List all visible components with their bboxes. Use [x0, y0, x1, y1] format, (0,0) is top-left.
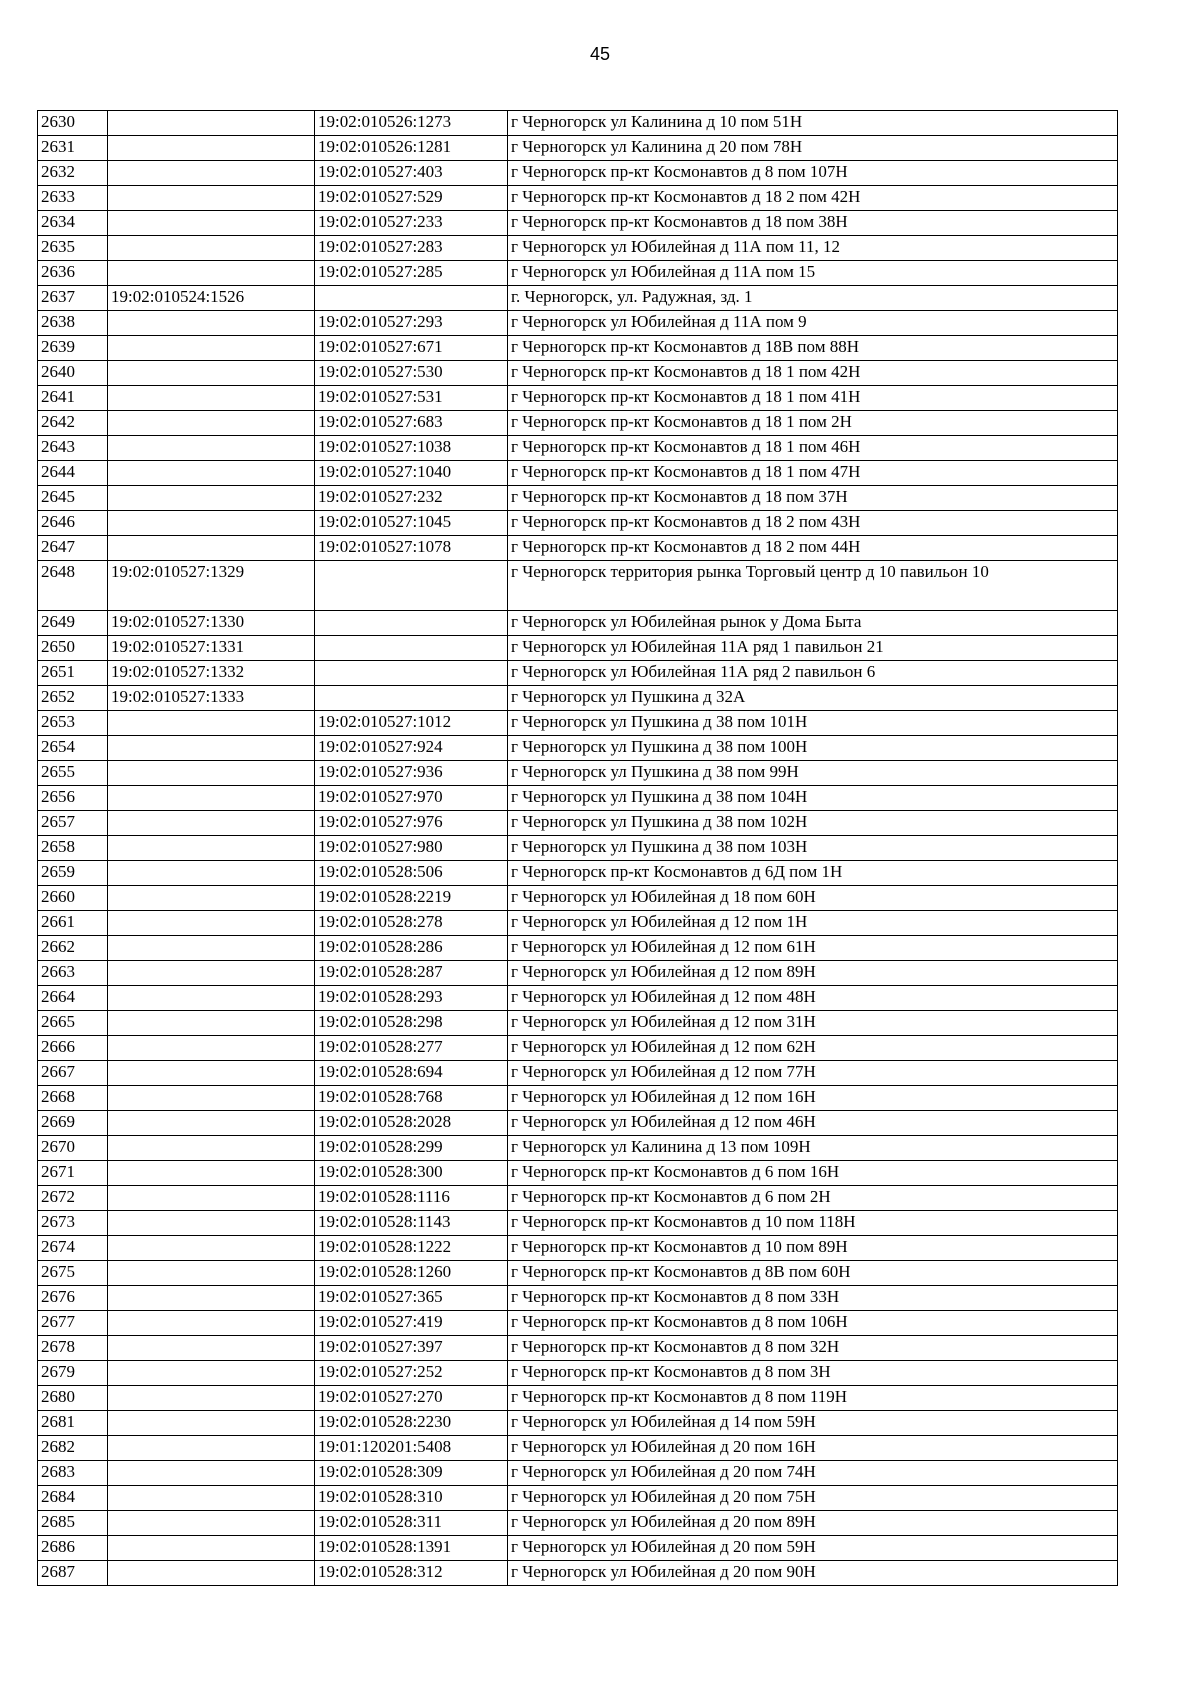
cadastral-number-cell	[108, 1236, 315, 1261]
address-cell: г Черногорск пр-кт Космонавтов д 6 пом 2Н	[508, 1186, 1118, 1211]
premises-cadastral-number-cell: 19:02:010528:278	[315, 911, 508, 936]
row-number-cell: 2643	[38, 436, 108, 461]
premises-cadastral-number-cell: 19:02:010527:232	[315, 486, 508, 511]
cadastral-number-cell	[108, 1061, 315, 1086]
row-number-cell: 2668	[38, 1086, 108, 1111]
premises-cadastral-number-cell: 19:02:010528:299	[315, 1136, 508, 1161]
premises-cadastral-number-cell: 19:02:010528:1391	[315, 1536, 508, 1561]
table-row	[38, 1061, 1118, 1086]
cadastral-number-cell	[108, 1286, 315, 1311]
address-cell: г Черногорск пр-кт Космонавтов д 18 1 пом 42Н	[508, 361, 1118, 386]
address-cell: г Черногорск ул Пушкина д 38 пом 103Н	[508, 836, 1118, 861]
address-cell: г Черногорск ул Юбилейная д 12 пом 1Н	[508, 911, 1118, 936]
row-number-cell: 2657	[38, 811, 108, 836]
row-number-cell: 2656	[38, 786, 108, 811]
premises-cadastral-number-cell: 19:02:010526:1281	[315, 136, 508, 161]
premises-cadastral-number-cell: 19:02:010527:403	[315, 161, 508, 186]
address-cell: г Черногорск пр-кт Космонавтов д 18 пом 37Н	[508, 486, 1118, 511]
address-cell: г Черногорск пр-кт Космонавтов д 18В пом 88Н	[508, 336, 1118, 361]
cadastral-number-cell	[108, 1536, 315, 1561]
premises-cadastral-number-cell: 19:02:010528:1222	[315, 1236, 508, 1261]
address-cell: г Черногорск пр-кт Космонавтов д 18 2 пом 42Н	[508, 186, 1118, 211]
row-number-cell: 2630	[38, 111, 108, 136]
cadastral-number-cell: 19:02:010527:1332	[108, 661, 315, 686]
row-number-cell: 2665	[38, 1011, 108, 1036]
table-row	[38, 911, 1118, 936]
row-number-cell: 2658	[38, 836, 108, 861]
address-cell: г Черногорск ул Юбилейная д 20 пом 59Н	[508, 1536, 1118, 1561]
premises-cadastral-number-cell: 19:02:010527:530	[315, 361, 508, 386]
address-cell: г Черногорск ул Юбилейная д 20 пом 75Н	[508, 1486, 1118, 1511]
row-number-cell: 2681	[38, 1411, 108, 1436]
premises-cadastral-number-cell	[315, 561, 508, 611]
premises-cadastral-number-cell: 19:02:010526:1273	[315, 111, 508, 136]
address-cell: г Черногорск ул Юбилейная д 12 пом 61Н	[508, 936, 1118, 961]
premises-cadastral-number-cell: 19:02:010527:397	[315, 1336, 508, 1361]
address-cell: г Черногорск пр-кт Космонавтов д 10 пом 118Н	[508, 1211, 1118, 1236]
row-number-cell: 2652	[38, 686, 108, 711]
address-cell: г Черногорск ул Юбилейная д 12 пом 62Н	[508, 1036, 1118, 1061]
address-cell: г Черногорск пр-кт Космонавтов д 8 пом 107Н	[508, 161, 1118, 186]
row-number-cell: 2683	[38, 1461, 108, 1486]
cadastral-number-cell	[108, 1161, 315, 1186]
row-number-cell: 2659	[38, 861, 108, 886]
row-number-cell: 2676	[38, 1286, 108, 1311]
cadastral-number-cell	[108, 1411, 315, 1436]
premises-cadastral-number-cell: 19:02:010528:1116	[315, 1186, 508, 1211]
address-cell: г Черногорск ул Юбилейная 11А ряд 1 павильон 21	[508, 636, 1118, 661]
table-row	[38, 1261, 1118, 1286]
address-cell: г Черногорск ул Юбилейная д 20 пом 89Н	[508, 1511, 1118, 1536]
table-row	[38, 1086, 1118, 1111]
address-cell: г Черногорск ул Юбилейная д 12 пом 16Н	[508, 1086, 1118, 1111]
table-row	[38, 1111, 1118, 1136]
cadastral-number-cell	[108, 1311, 315, 1336]
row-number-cell: 2660	[38, 886, 108, 911]
premises-cadastral-number-cell: 19:02:010527:283	[315, 236, 508, 261]
row-number-cell: 2644	[38, 461, 108, 486]
cadastral-number-cell: 19:02:010527:1329	[108, 561, 315, 611]
table-row	[38, 461, 1118, 486]
table-row	[38, 936, 1118, 961]
row-number-cell: 2632	[38, 161, 108, 186]
row-number-cell: 2653	[38, 711, 108, 736]
table-row	[38, 1461, 1118, 1486]
address-cell: г Черногорск территория рынка Торговый центр д 10 павильон 10	[508, 561, 1118, 611]
premises-cadastral-number-cell: 19:02:010528:310	[315, 1486, 508, 1511]
premises-cadastral-number-cell: 19:02:010528:2230	[315, 1411, 508, 1436]
address-cell: г Черногорск пр-кт Космонавтов д 18 2 пом 43Н	[508, 511, 1118, 536]
premises-cadastral-number-cell	[315, 286, 508, 311]
cadastral-number-cell	[108, 436, 315, 461]
premises-cadastral-number-cell: 19:02:010528:768	[315, 1086, 508, 1111]
row-number-cell: 2686	[38, 1536, 108, 1561]
address-cell: г Черногорск ул Юбилейная д 11А пом 15	[508, 261, 1118, 286]
table-row	[38, 886, 1118, 911]
cadastral-number-cell	[108, 1486, 315, 1511]
cadastral-number-cell	[108, 411, 315, 436]
cadastral-number-cell	[108, 911, 315, 936]
premises-cadastral-number-cell: 19:02:010527:1038	[315, 436, 508, 461]
cadastral-number-cell	[108, 836, 315, 861]
premises-cadastral-number-cell: 19:02:010527:970	[315, 786, 508, 811]
cadastral-number-cell: 19:02:010527:1331	[108, 636, 315, 661]
premises-cadastral-number-cell: 19:02:010527:1045	[315, 511, 508, 536]
table-row	[38, 1561, 1118, 1586]
address-cell: г Черногорск ул Калинина д 20 пом 78Н	[508, 136, 1118, 161]
premises-cadastral-number-cell	[315, 686, 508, 711]
cadastral-number-cell: 19:02:010527:1330	[108, 611, 315, 636]
row-number-cell: 2647	[38, 536, 108, 561]
table-row	[38, 861, 1118, 886]
table-row	[38, 1436, 1118, 1461]
address-cell: г Черногорск ул Пушкина д 38 пом 99Н	[508, 761, 1118, 786]
cadastral-number-cell	[108, 511, 315, 536]
premises-cadastral-number-cell: 19:02:010528:286	[315, 936, 508, 961]
cadastral-number-cell	[108, 111, 315, 136]
table-row	[38, 361, 1118, 386]
row-number-cell: 2682	[38, 1436, 108, 1461]
table-row	[38, 736, 1118, 761]
row-number-cell: 2635	[38, 236, 108, 261]
row-number-cell: 2649	[38, 611, 108, 636]
row-number-cell: 2642	[38, 411, 108, 436]
table-row	[38, 136, 1118, 161]
row-number-cell: 2672	[38, 1186, 108, 1211]
row-number-cell: 2634	[38, 211, 108, 236]
row-number-cell: 2666	[38, 1036, 108, 1061]
premises-cadastral-number-cell: 19:02:010528:1143	[315, 1211, 508, 1236]
table-row	[38, 961, 1118, 986]
cadastral-number-cell	[108, 386, 315, 411]
premises-cadastral-number-cell: 19:02:010528:1260	[315, 1261, 508, 1286]
premises-cadastral-number-cell	[315, 611, 508, 636]
cadastral-number-cell: 19:02:010527:1333	[108, 686, 315, 711]
cadastral-number-cell	[108, 1386, 315, 1411]
cadastral-number-cell	[108, 536, 315, 561]
row-number-cell: 2650	[38, 636, 108, 661]
cadastral-number-cell	[108, 861, 315, 886]
table-row	[38, 1411, 1118, 1436]
cadastral-number-cell	[108, 1436, 315, 1461]
address-cell: г Черногорск пр-кт Космонавтов д 6Д пом 1Н	[508, 861, 1118, 886]
cadastral-number-cell	[108, 761, 315, 786]
table-row	[38, 1536, 1118, 1561]
premises-cadastral-number-cell: 19:02:010527:1012	[315, 711, 508, 736]
table-row	[38, 836, 1118, 861]
table-row	[38, 536, 1118, 561]
premises-cadastral-number-cell: 19:02:010527:1040	[315, 461, 508, 486]
cadastral-number-cell	[108, 986, 315, 1011]
premises-cadastral-number-cell: 19:02:010527:365	[315, 1286, 508, 1311]
row-number-cell: 2663	[38, 961, 108, 986]
address-cell: г Черногорск ул Юбилейная д 20 пом 90Н	[508, 1561, 1118, 1586]
cadastral-number-cell	[108, 261, 315, 286]
address-cell: г Черногорск ул Юбилейная д 12 пом 31Н	[508, 1011, 1118, 1036]
cadastral-number-cell	[108, 1336, 315, 1361]
row-number-cell: 2675	[38, 1261, 108, 1286]
premises-cadastral-number-cell: 19:02:010528:298	[315, 1011, 508, 1036]
premises-cadastral-number-cell: 19:02:010528:287	[315, 961, 508, 986]
row-number-cell: 2685	[38, 1511, 108, 1536]
address-cell: г Черногорск ул Пушкина д 38 пом 102Н	[508, 811, 1118, 836]
row-number-cell: 2673	[38, 1211, 108, 1236]
registry-table-body	[38, 111, 1118, 1586]
table-row	[38, 1236, 1118, 1261]
row-number-cell: 2661	[38, 911, 108, 936]
address-cell: г Черногорск ул Юбилейная д 20 пом 16Н	[508, 1436, 1118, 1461]
premises-cadastral-number-cell: 19:02:010527:252	[315, 1361, 508, 1386]
address-cell: г Черногорск ул Юбилейная д 14 пом 59Н	[508, 1411, 1118, 1436]
cadastral-number-cell	[108, 1461, 315, 1486]
row-number-cell: 2645	[38, 486, 108, 511]
address-cell: г Черногорск ул Юбилейная д 12 пом 77Н	[508, 1061, 1118, 1086]
cadastral-number-cell	[108, 1086, 315, 1111]
page-number: 45	[589, 44, 611, 64]
premises-cadastral-number-cell: 19:02:010527:980	[315, 836, 508, 861]
premises-cadastral-number-cell: 19:02:010528:2028	[315, 1111, 508, 1136]
address-cell: г Черногорск пр-кт Космонавтов д 6 пом 16Н	[508, 1161, 1118, 1186]
row-number-cell: 2684	[38, 1486, 108, 1511]
premises-cadastral-number-cell: 19:02:010528:309	[315, 1461, 508, 1486]
cadastral-number-cell	[108, 236, 315, 261]
cadastral-number-cell	[108, 361, 315, 386]
table-row	[38, 661, 1118, 686]
premises-cadastral-number-cell: 19:02:010527:936	[315, 761, 508, 786]
cadastral-number-cell	[108, 811, 315, 836]
cadastral-number-cell	[108, 1511, 315, 1536]
address-cell: г Черногорск пр-кт Космонавтов д 18 2 пом 44Н	[508, 536, 1118, 561]
cadastral-number-cell	[108, 1561, 315, 1586]
table-row	[38, 161, 1118, 186]
premises-cadastral-number-cell	[315, 636, 508, 661]
cadastral-number-cell	[108, 1011, 315, 1036]
row-number-cell: 2680	[38, 1386, 108, 1411]
address-cell: г Черногорск ул Юбилейная д 11А пом 11, 12	[508, 236, 1118, 261]
row-number-cell: 2637	[38, 286, 108, 311]
address-cell: г Черногорск пр-кт Космонавтов д 8 пом 33Н	[508, 1286, 1118, 1311]
row-number-cell: 2670	[38, 1136, 108, 1161]
premises-cadastral-number-cell: 19:02:010527:683	[315, 411, 508, 436]
table-row	[38, 511, 1118, 536]
row-number-cell: 2633	[38, 186, 108, 211]
cadastral-number-cell	[108, 1186, 315, 1211]
table-row	[38, 311, 1118, 336]
address-cell: г Черногорск пр-кт Космонавтов д 18 1 пом 47Н	[508, 461, 1118, 486]
address-cell: г Черногорск пр-кт Космонавтов д 18 1 пом 2Н	[508, 411, 1118, 436]
premises-cadastral-number-cell: 19:01:120201:5408	[315, 1436, 508, 1461]
row-number-cell: 2641	[38, 386, 108, 411]
address-cell: г Черногорск ул Юбилейная 11А ряд 2 павильон 6	[508, 661, 1118, 686]
premises-cadastral-number-cell: 19:02:010527:233	[315, 211, 508, 236]
cadastral-number-cell	[108, 961, 315, 986]
row-number-cell: 2687	[38, 1561, 108, 1586]
table-row	[38, 486, 1118, 511]
table-row	[38, 386, 1118, 411]
address-cell: г Черногорск пр-кт Космонавтов д 8 пом 32Н	[508, 1336, 1118, 1361]
cadastral-number-cell	[108, 936, 315, 961]
table-row	[38, 1486, 1118, 1511]
cadastral-number-cell	[108, 211, 315, 236]
premises-cadastral-number-cell: 19:02:010527:419	[315, 1311, 508, 1336]
premises-cadastral-number-cell: 19:02:010528:300	[315, 1161, 508, 1186]
premises-cadastral-number-cell: 19:02:010528:277	[315, 1036, 508, 1061]
cadastral-number-cell	[108, 1111, 315, 1136]
cadastral-number-cell	[108, 1261, 315, 1286]
premises-cadastral-number-cell: 19:02:010527:671	[315, 336, 508, 361]
premises-cadastral-number-cell: 19:02:010527:270	[315, 1386, 508, 1411]
address-cell: г Черногорск ул Калинина д 10 пом 51Н	[508, 111, 1118, 136]
premises-cadastral-number-cell: 19:02:010527:529	[315, 186, 508, 211]
cadastral-number-cell	[108, 186, 315, 211]
row-number-cell: 2664	[38, 986, 108, 1011]
table-row	[38, 1161, 1118, 1186]
address-cell: г Черногорск пр-кт Космонавтов д 10 пом 89Н	[508, 1236, 1118, 1261]
table-row	[38, 286, 1118, 311]
address-cell: г Черногорск пр-кт Космонавтов д 8 пом 106Н	[508, 1311, 1118, 1336]
row-number-cell: 2631	[38, 136, 108, 161]
table-row	[38, 1211, 1118, 1236]
table-row	[38, 1386, 1118, 1411]
premises-cadastral-number-cell: 19:02:010528:2219	[315, 886, 508, 911]
row-number-cell: 2648	[38, 561, 108, 611]
table-row	[38, 1511, 1118, 1536]
table-row	[38, 111, 1118, 136]
table-row	[38, 1136, 1118, 1161]
table-row	[38, 236, 1118, 261]
cadastral-number-cell: 19:02:010524:1526	[108, 286, 315, 311]
cadastral-number-cell	[108, 1211, 315, 1236]
table-row	[38, 1361, 1118, 1386]
address-cell: г Черногорск ул Пушкина д 38 пом 104Н	[508, 786, 1118, 811]
row-number-cell: 2636	[38, 261, 108, 286]
table-row	[38, 636, 1118, 661]
address-cell: г Черногорск ул Пушкина д 32А	[508, 686, 1118, 711]
cadastral-number-cell	[108, 1036, 315, 1061]
row-number-cell: 2667	[38, 1061, 108, 1086]
premises-cadastral-number-cell: 19:02:010527:1078	[315, 536, 508, 561]
table-row	[38, 1186, 1118, 1211]
cadastral-number-cell	[108, 161, 315, 186]
cadastral-number-cell	[108, 311, 315, 336]
row-number-cell: 2662	[38, 936, 108, 961]
cadastral-number-cell	[108, 711, 315, 736]
cadastral-number-cell	[108, 1361, 315, 1386]
cadastral-number-cell	[108, 786, 315, 811]
cadastral-number-cell	[108, 486, 315, 511]
address-cell: г Черногорск пр-кт Космонавтов д 18 1 пом 41Н	[508, 386, 1118, 411]
address-cell: г Черногорск ул Юбилейная д 12 пом 89Н	[508, 961, 1118, 986]
address-cell: г Черногорск ул Юбилейная д 11А пом 9	[508, 311, 1118, 336]
row-number-cell: 2646	[38, 511, 108, 536]
premises-cadastral-number-cell: 19:02:010527:293	[315, 311, 508, 336]
address-cell: г Черногорск ул Пушкина д 38 пом 100Н	[508, 736, 1118, 761]
table-row	[38, 336, 1118, 361]
address-cell: г Черногорск ул Калинина д 13 пом 109Н	[508, 1136, 1118, 1161]
premises-cadastral-number-cell: 19:02:010527:531	[315, 386, 508, 411]
table-row	[38, 761, 1118, 786]
table-row	[38, 1011, 1118, 1036]
address-cell: г Черногорск пр-кт Космонавтов д 18 пом 38Н	[508, 211, 1118, 236]
table-row	[38, 786, 1118, 811]
address-cell: г Черногорск пр-кт Космонавтов д 8В пом 60Н	[508, 1261, 1118, 1286]
table-row	[38, 811, 1118, 836]
row-number-cell: 2654	[38, 736, 108, 761]
premises-cadastral-number-cell	[315, 661, 508, 686]
cadastral-number-cell	[108, 736, 315, 761]
address-cell: г Черногорск пр-кт Космонавтов д 8 пом 119Н	[508, 1386, 1118, 1411]
row-number-cell: 2655	[38, 761, 108, 786]
row-number-cell: 2669	[38, 1111, 108, 1136]
row-number-cell: 2638	[38, 311, 108, 336]
address-cell: г Черногорск ул Юбилейная д 20 пом 74Н	[508, 1461, 1118, 1486]
row-number-cell: 2678	[38, 1336, 108, 1361]
row-number-cell: 2671	[38, 1161, 108, 1186]
cadastral-number-cell	[108, 336, 315, 361]
row-number-cell: 2640	[38, 361, 108, 386]
premises-cadastral-number-cell: 19:02:010528:694	[315, 1061, 508, 1086]
table-row	[38, 1036, 1118, 1061]
premises-cadastral-number-cell: 19:02:010528:311	[315, 1511, 508, 1536]
address-cell: г Черногорск ул Юбилейная д 12 пом 46Н	[508, 1111, 1118, 1136]
address-cell: г. Черногорск, ул. Радужная, зд. 1	[508, 286, 1118, 311]
premises-cadastral-number-cell: 19:02:010528:293	[315, 986, 508, 1011]
cadastral-number-cell	[108, 136, 315, 161]
row-number-cell: 2651	[38, 661, 108, 686]
table-row	[38, 436, 1118, 461]
address-cell: г Черногорск пр-кт Космонавтов д 8 пом 3Н	[508, 1361, 1118, 1386]
table-row	[38, 261, 1118, 286]
premises-cadastral-number-cell: 19:02:010527:976	[315, 811, 508, 836]
table-row	[38, 186, 1118, 211]
cadastral-number-cell	[108, 461, 315, 486]
premises-cadastral-number-cell: 19:02:010528:506	[315, 861, 508, 886]
address-cell: г Черногорск ул Юбилейная рынок у Дома Быта	[508, 611, 1118, 636]
address-cell: г Черногорск ул Юбилейная д 12 пом 48Н	[508, 986, 1118, 1011]
row-number-cell: 2674	[38, 1236, 108, 1261]
table-row	[38, 1311, 1118, 1336]
table-row	[38, 1336, 1118, 1361]
table-row	[38, 686, 1118, 711]
table-row	[38, 986, 1118, 1011]
table-row	[38, 561, 1118, 611]
registry-table	[37, 110, 1118, 1586]
table-row	[38, 411, 1118, 436]
address-cell: г Черногорск ул Юбилейная д 18 пом 60Н	[508, 886, 1118, 911]
table-row	[38, 611, 1118, 636]
address-cell: г Черногорск ул Пушкина д 38 пом 101Н	[508, 711, 1118, 736]
premises-cadastral-number-cell: 19:02:010527:285	[315, 261, 508, 286]
cadastral-number-cell	[108, 1136, 315, 1161]
table-row	[38, 1286, 1118, 1311]
row-number-cell: 2677	[38, 1311, 108, 1336]
table-row	[38, 211, 1118, 236]
cadastral-number-cell	[108, 886, 315, 911]
table-row	[38, 711, 1118, 736]
row-number-cell: 2639	[38, 336, 108, 361]
row-number-cell: 2679	[38, 1361, 108, 1386]
premises-cadastral-number-cell: 19:02:010528:312	[315, 1561, 508, 1586]
address-cell: г Черногорск пр-кт Космонавтов д 18 1 пом 46Н	[508, 436, 1118, 461]
premises-cadastral-number-cell: 19:02:010527:924	[315, 736, 508, 761]
